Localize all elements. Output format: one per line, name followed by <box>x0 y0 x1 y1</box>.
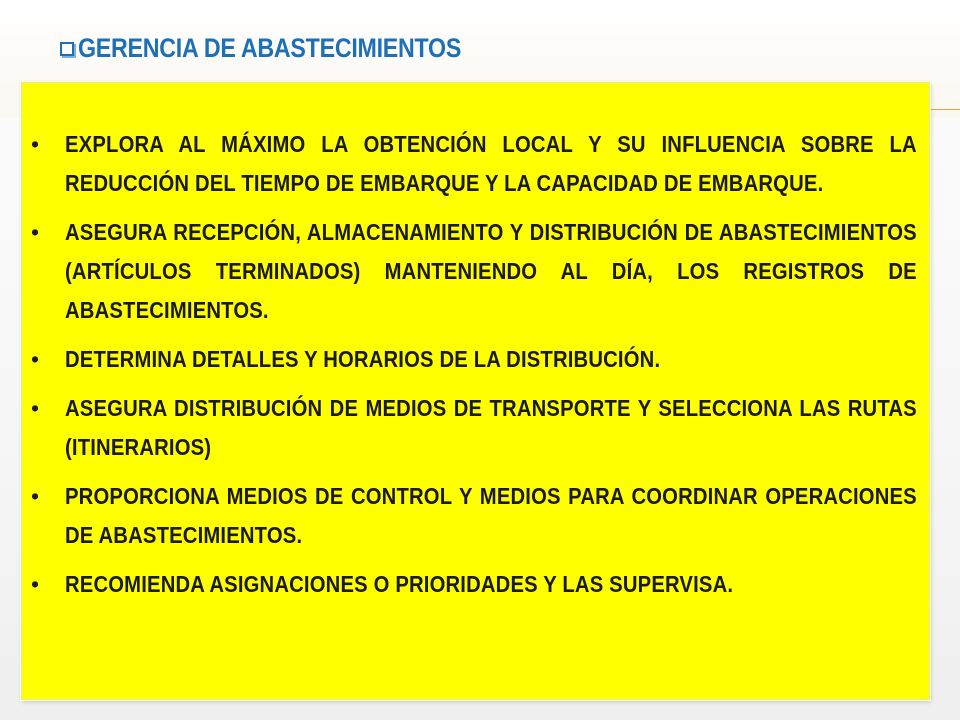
bullet-text: ASEGURA RECEPCIÓN, ALMACENAMIENTO Y DISTRIBUCIÓN DE ABASTECIMIENTOS (ARTÍCULOS TERMINADOS) MANTENIENDO AL DÍA, LOS REGISTROS DE ABASTECIMIENTOS. <box>65 219 917 323</box>
slide-title-row <box>60 26 523 70</box>
bullet-dot-icon: • <box>31 219 40 245</box>
bullet-item <box>30 565 918 604</box>
bullet-dot-icon: • <box>31 346 40 372</box>
bullet-item <box>30 389 918 467</box>
bullet-dot-icon: • <box>31 483 40 509</box>
bullet-text: DETERMINA DETALLES Y HORARIOS DE LA DISTRIBUCIÓN. <box>65 346 661 372</box>
checkbox-bullet-icon <box>60 42 74 56</box>
bullet-item <box>30 340 918 379</box>
bullet-list <box>30 125 918 614</box>
bullet-text: ASEGURA DISTRIBUCIÓN DE MEDIOS DE TRANSPORTE Y SELECCIONA LAS RUTAS (ITINERARIOS) <box>65 395 917 460</box>
bullet-text: RECOMIENDA ASIGNACIONES O PRIORIDADES Y LAS SUPERVISA. <box>65 571 734 597</box>
bullet-item <box>30 125 918 203</box>
bullet-dot-icon: • <box>31 395 40 421</box>
bullet-item <box>30 213 918 330</box>
bullet-dot-icon: • <box>31 571 40 597</box>
bullet-text: PROPORCIONA MEDIOS DE CONTROL Y MEDIOS PARA COORDINAR OPERACIONES DE ABASTECIMIENTOS. <box>65 483 917 548</box>
bullet-dot-icon: • <box>31 131 40 157</box>
bullet-item <box>30 477 918 555</box>
slide-title: GERENCIA DE ABASTECIMIENTOS <box>78 32 462 63</box>
bullet-text: EXPLORA AL MÁXIMO LA OBTENCIÓN LOCAL Y SU INFLUENCIA SOBRE LA REDUCCIÓN DEL TIEMPO DE EMBARQUE Y LA CAPACIDAD DE EMBARQUE. <box>65 131 917 196</box>
